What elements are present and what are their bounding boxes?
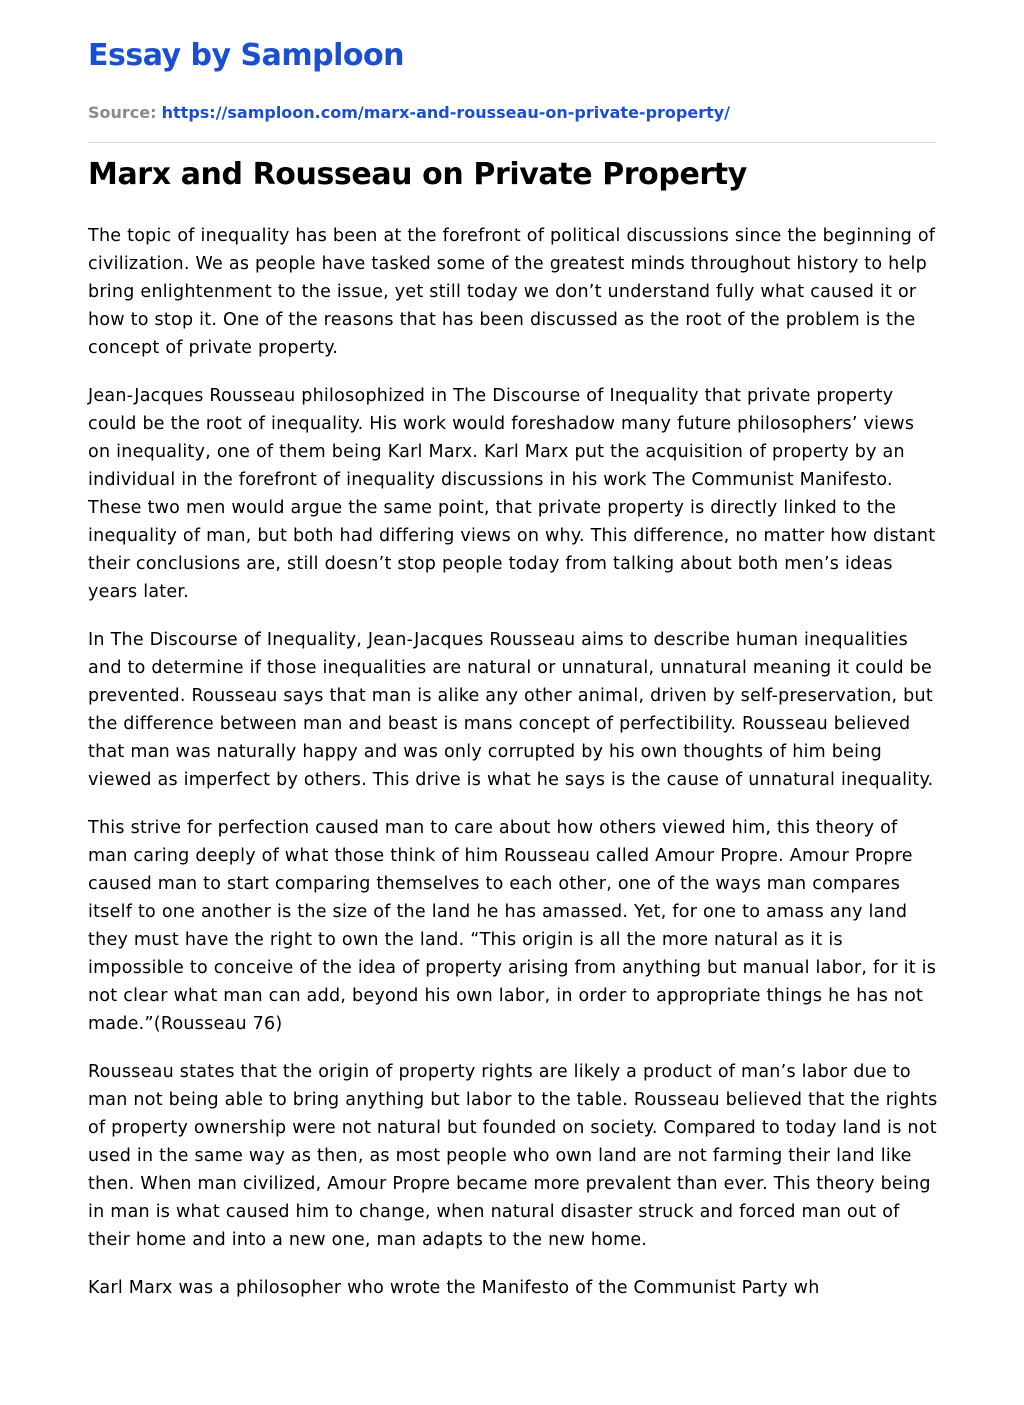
- essay-paragraph: In The Discourse of Inequality, Jean-Jacques Rousseau aims to describe human inequalities and to determine if those inequalities are natural or unnatural, unnatural meaning it could be prevented. Rousseau says that man is alike any other animal, driven by self-preservation, but the difference between man and beast is mans concept of perfectibility. Rousseau believed that man was naturally happy and was only corrupted by his own thoughts of him being viewed as imperfect by others. This drive is what he says is the cause of unnatural inequality.: [88, 630, 934, 790]
- essay-paragraph: Rousseau states that the origin of property rights are likely a product of man’s labor due to man not being able to bring anything but labor to the table. Rousseau believed that the rights of property ownership were not natural but founded on society. Compared to today land is not used in the same way as then, as most people who own land are not farming their land like then. When man civilized, Amour Propre became more prevalent than ever. This theory being in man is what caused him to change, when natural disaster struck and forced man out of their home and into a new one, man adapts to the new home.: [88, 1062, 938, 1250]
- essay-paragraph: The topic of inequality has been at the forefront of political discussions since the beginning of civilization. We as people have tasked some of the greatest minds throughout history to help bring enlightenment to the issue, yet still today we don’t understand fully what caused it or how to stop it. One of the reasons that has been discussed as the root of the problem is the concept of private property.: [88, 226, 936, 358]
- essay-title: Marx and Rousseau on Private Property: [88, 157, 747, 192]
- essay-body: [88, 222, 938, 1322]
- essay-paragraph: This strive for perfection caused man to care about how others viewed him, this theory of man caring deeply of what those think of him Rousseau called Amour Propre. Amour Propre caused man to start comparing themselves to each other, one of the ways man compares itself to one another is the size of the land he has amassed. Yet, for one to amass any land they must have the right to own the land. “This origin is all the more natural as it is impossible to conceive of the idea of property arising from anything but manual labor, for it is not clear what man can add, beyond his own labor, in order to appropriate things he has not made.”(Rousseau 76): [88, 818, 937, 1034]
- essay-paragraph: Jean-Jacques Rousseau philosophized in The Discourse of Inequality that private property could be the root of inequality. His work would foreshadow many future philosophers’ views on inequality, one of them being Karl Marx. Karl Marx put the acquisition of property by an individual in the forefront of inequality discussions in his work The Communist Manifesto. These two men would argue the same point, that private property is directly linked to the inequality of man, but both had differing views on why. This difference, no matter how distant their conclusions are, still doesn’t stop people today from talking about both men’s ideas years later.: [88, 386, 936, 602]
- site-brand-title[interactable]: Essay by Samploon: [88, 38, 404, 73]
- essay-paragraph: Karl Marx was a philosopher who wrote the Manifesto of the Communist Party wh: [88, 1278, 820, 1298]
- source-label: Source:: [88, 103, 157, 122]
- source-line: [88, 102, 730, 124]
- source-link[interactable]: https://samploon.com/marx-and-rousseau-on-private-property/: [161, 103, 731, 122]
- header-divider: [88, 142, 936, 143]
